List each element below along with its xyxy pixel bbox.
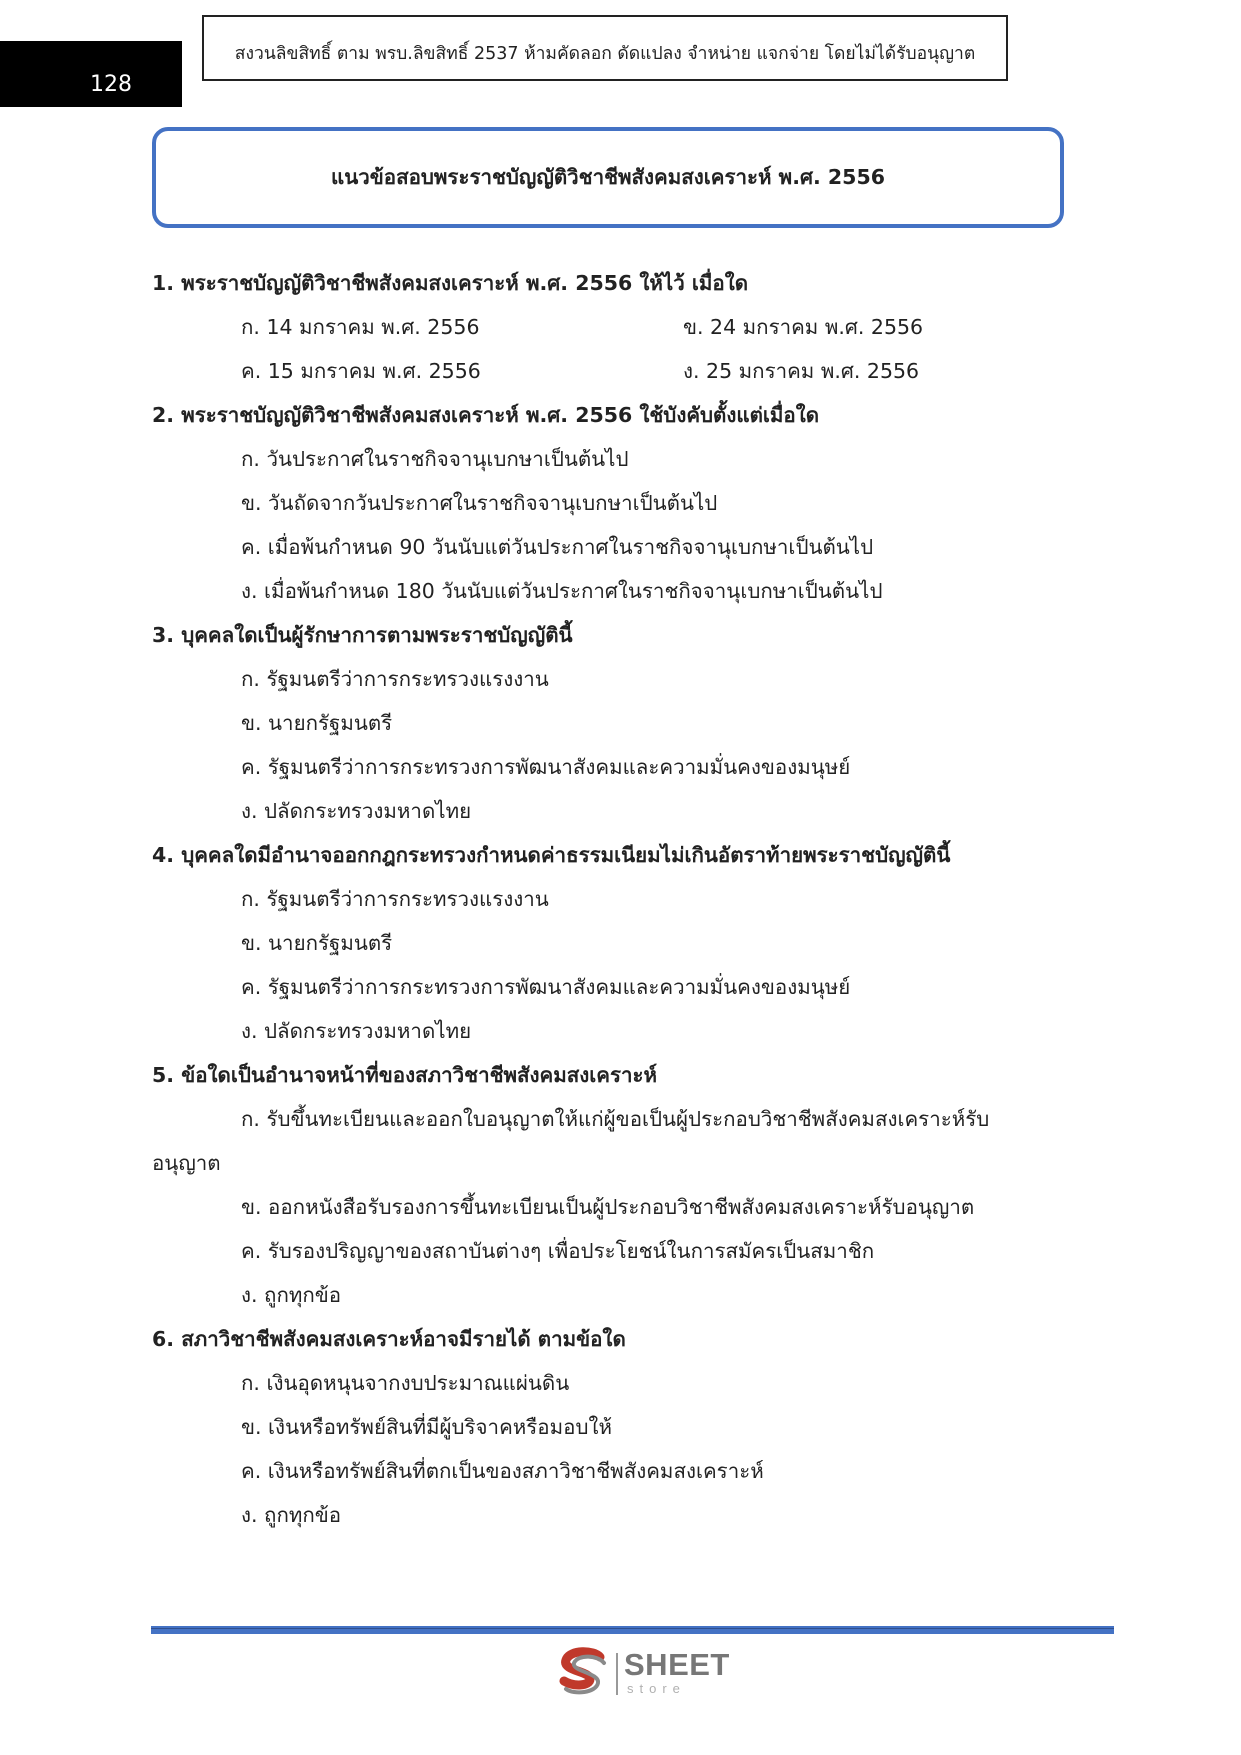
question-6-option-a: ก. เงินอุดหนุนจากงบประมาณแผ่นดิน xyxy=(241,1371,570,1395)
question-2-option-b: ข. วันถัดจากวันประกาศในราชกิจจานุเบกษาเป็นต้นไป xyxy=(241,491,718,515)
question-5-option-a-continued: อนุญาต xyxy=(152,1151,221,1175)
sheet-store-logo xyxy=(556,1645,731,1701)
question-3-option-a: ก. รัฐมนตรีว่าการกระทรวงแรงงาน xyxy=(241,667,549,691)
question-6-option-c: ค. เงินหรือทรัพย์สินที่ตกเป็นของสภาวิชาชีพสังคมสงเคราะห์ xyxy=(241,1459,764,1483)
question-4: 4. บุคคลใดมีอำนาจออกกฎกระทรวงกำหนดค่าธรรมเนียมไม่เกินอัตราท้ายพระราชบัญญัตินี้ xyxy=(152,843,951,867)
question-5-option-b: ข. ออกหนังสือรับรองการขึ้นทะเบียนเป็นผู้ประกอบวิชาชีพสังคมสงเคราะห์รับอนุญาต xyxy=(241,1195,975,1219)
question-6-option-d: ง. ถูกทุกข้อ xyxy=(241,1503,342,1527)
question-1-option-c: ค. 15 มกราคม พ.ศ. 2556 xyxy=(241,359,481,383)
question-3: 3. บุคคลใดเป็นผู้รักษาการตามพระราชบัญญัตินี้ xyxy=(152,623,573,647)
question-5-option-d: ง. ถูกทุกข้อ xyxy=(241,1283,342,1307)
question-1-option-a: ก. 14 มกราคม พ.ศ. 2556 xyxy=(241,315,480,339)
question-3-option-c: ค. รัฐมนตรีว่าการกระทรวงการพัฒนาสังคมและความมั่นคงของมนุษย์ xyxy=(241,755,851,779)
footer-rule xyxy=(151,1626,1114,1634)
question-4-option-b: ข. นายกรัฐมนตรี xyxy=(241,931,393,955)
question-4-option-d: ง. ปลัดกระทรวงมหาดไทย xyxy=(241,1019,472,1043)
page-title: แนวข้อสอบพระราชบัญญัติวิชาชีพสังคมสงเคราะห์ พ.ศ. 2556 xyxy=(152,127,1064,228)
question-1: 1. พระราชบัญญัติวิชาชีพสังคมสงเคราะห์ พ.ศ. 2556 ให้ไว้ เมื่อใด xyxy=(152,271,749,295)
question-3-option-d: ง. ปลัดกระทรวงมหาดไทย xyxy=(241,799,472,823)
logo-separator xyxy=(616,1653,618,1695)
question-6-option-b: ข. เงินหรือทรัพย์สินที่มีผู้บริจาคหรือมอบให้ xyxy=(241,1415,612,1439)
sheet-store-s-icon xyxy=(556,1645,610,1701)
question-5-option-c: ค. รับรองปริญญาของสถาบันต่างๆ เพื่อประโยชน์ในการสมัครเป็นสมาชิก xyxy=(241,1239,875,1263)
page-number: 128 xyxy=(0,41,182,107)
logo-subtitle: store xyxy=(627,1681,686,1696)
logo-wordmark: SHEET xyxy=(624,1647,730,1682)
question-4-option-a: ก. รัฐมนตรีว่าการกระทรวงแรงงาน xyxy=(241,887,549,911)
question-1-option-d: ง. 25 มกราคม พ.ศ. 2556 xyxy=(683,359,920,383)
question-3-option-b: ข. นายกรัฐมนตรี xyxy=(241,711,393,735)
question-6: 6. สภาวิชาชีพสังคมสงเคราะห์อาจมีรายได้ ตามข้อใด xyxy=(152,1327,626,1351)
question-2: 2. พระราชบัญญัติวิชาชีพสังคมสงเคราะห์ พ.ศ. 2556 ใช้บังคับตั้งแต่เมื่อใด xyxy=(152,403,820,427)
question-4-option-c: ค. รัฐมนตรีว่าการกระทรวงการพัฒนาสังคมและความมั่นคงของมนุษย์ xyxy=(241,975,851,999)
question-5-option-a: ก. รับขึ้นทะเบียนและออกใบอนุญาตให้แก่ผู้ขอเป็นผู้ประกอบวิชาชีพสังคมสงเคราะห์รับ xyxy=(241,1107,990,1131)
copyright-notice: สงวนลิขสิทธิ์ ตาม พรบ.ลิขสิทธิ์ 2537 ห้ามคัดลอก ดัดแปลง จำหน่าย แจกจ่าย โดยไม่ได้รับอนุญาต xyxy=(202,15,1008,81)
question-5: 5. ข้อใดเป็นอำนาจหน้าที่ของสภาวิชาชีพสังคมสงเคราะห์ xyxy=(152,1063,658,1087)
question-2-option-c: ค. เมื่อพ้นกำหนด 90 วันนับแต่วันประกาศในราชกิจจานุเบกษาเป็นต้นไป xyxy=(241,535,874,559)
question-1-option-b: ข. 24 มกราคม พ.ศ. 2556 xyxy=(683,315,924,339)
question-2-option-d: ง. เมื่อพ้นกำหนด 180 วันนับแต่วันประกาศในราชกิจจานุเบกษาเป็นต้นไป xyxy=(241,579,883,603)
question-2-option-a: ก. วันประกาศในราชกิจจานุเบกษาเป็นต้นไป xyxy=(241,447,629,471)
